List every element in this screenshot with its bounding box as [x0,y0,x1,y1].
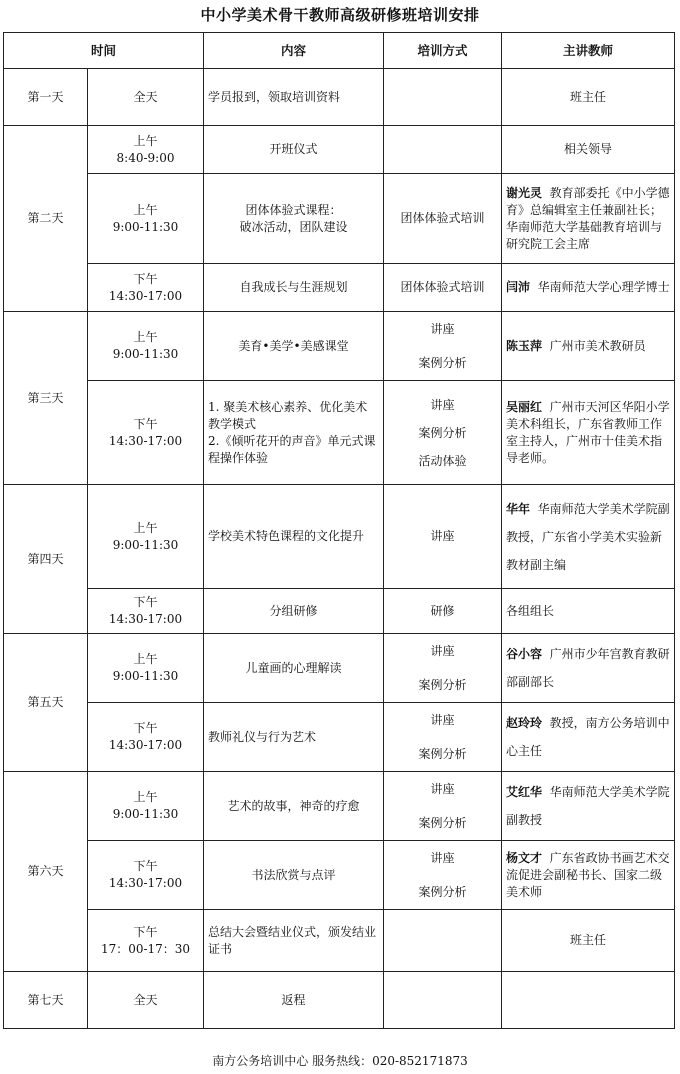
time-line: 17：00-17：30 [100,941,191,956]
session-method [384,841,502,910]
session-teacher [502,312,675,381]
table-row [4,841,675,910]
session-time [88,312,204,381]
content-line: 开班仪式 [269,142,318,156]
day-label: 第七天 [4,972,88,1029]
time-line: 14:30-17:00 [108,288,183,303]
session-method [384,264,502,312]
day-label: 第一天 [4,69,88,126]
session-teacher [502,264,675,312]
method-line: 案例分析 [418,425,467,440]
session-method [384,69,502,126]
table-row [4,126,675,174]
session-teacher [502,841,675,910]
session-content [204,485,384,589]
session-teacher [502,69,675,126]
content-line: 分组研修 [269,603,318,618]
session-time [88,972,204,1029]
teacher-info: 华南师范大学心理学博士 [537,280,670,294]
time-line: 8:40-9:00 [116,150,175,165]
time-line: 9:00-11:30 [112,537,179,552]
session-teacher [502,772,675,841]
content-line: 返程 [281,992,306,1007]
content-line: 艺术的故事，神奇的疗愈 [227,798,360,813]
session-time [88,703,204,772]
teacher-name: 华年 [506,501,531,516]
page-title: 中小学美术骨干教师高级研修班培训安排 [200,6,480,24]
method-line: 讲座 [430,643,455,658]
method-line: 讲座 [430,321,455,336]
session-method [384,485,502,589]
session-method [384,972,502,1029]
method-line: 讲座 [430,529,455,543]
table-row [4,312,675,381]
teacher-info: 广东省政协书画艺术交流促进会副秘书长、国家二级美术师 [506,850,670,899]
teacher-info: 班主任 [570,89,607,104]
time-line: 下午 [133,416,158,431]
time-line: 上午 [133,652,158,666]
time-line: 下午 [133,859,158,873]
teacher-name: 闫沛 [506,280,531,294]
session-time [88,589,204,634]
table-row [4,972,675,1029]
teacher-name: 杨文才 [506,850,543,865]
method-line: 团体体验式培训 [400,280,485,294]
teacher-info: 华南师范大学美术学院副教授 [506,785,670,827]
session-method [384,703,502,772]
method-line: 案例分析 [418,677,467,692]
time-line: 14:30-17:00 [108,612,183,626]
day-label: 第三天 [4,312,88,485]
schedule-table [3,32,675,1029]
session-content [204,972,384,1029]
session-content [204,772,384,841]
method-line: 讲座 [430,397,455,412]
table-row [4,634,675,703]
method-line: 讲座 [430,712,455,727]
session-time [88,485,204,589]
session-teacher [502,703,675,772]
session-teacher [502,589,675,634]
session-time [88,69,204,126]
teacher-name: 吴丽红 [506,399,543,414]
method-line: 讲座 [430,850,455,865]
table-row [4,69,675,126]
method-line: 案例分析 [418,355,467,370]
content-line: 破冰活动，团队建设 [239,219,348,234]
time-line: 上午 [133,202,158,217]
session-content [204,174,384,264]
table-row [4,485,675,589]
session-time [88,841,204,910]
header-time: 时间 [4,33,204,69]
header-teacher: 主讲教师 [502,33,675,69]
session-teacher [502,485,675,589]
session-method [384,174,502,264]
time-line: 上午 [133,520,158,535]
method-line: 案例分析 [418,815,467,830]
teacher-name: 谢光灵 [506,185,543,200]
teacher-info: 广州市少年宫教育教研部副部长 [506,647,670,689]
time-line: 上午 [133,133,158,148]
session-time [88,634,204,703]
session-teacher [502,972,675,1029]
content-line: 总结大会暨结业仪式，颁发结业证书 [208,924,377,956]
session-content [204,589,384,634]
content-line: 美育•美学•美感课堂 [238,338,349,353]
content-line: 儿童画的心理解读 [245,660,342,675]
time-line: 下午 [133,271,158,286]
session-teacher [502,634,675,703]
time-line: 14:30-17:00 [108,876,183,890]
table-row [4,381,675,485]
time-line: 下午 [133,595,158,609]
time-line: 上午 [133,330,158,344]
teacher-name: 艾红华 [506,785,543,799]
session-time [88,126,204,174]
session-method [384,381,502,485]
time-line: 全天 [133,89,158,104]
content-line: 1. 聚美术核心素养、优化美术教学模式 [208,399,368,431]
time-line: 下午 [133,721,158,735]
session-time [88,772,204,841]
table-row [4,589,675,634]
content-line: 书法欣赏与点评 [251,867,336,882]
teacher-info: 教授，南方公务培训中心主任 [506,716,670,758]
session-method [384,126,502,174]
method-line: 活动体验 [418,453,467,468]
table-row [4,910,675,972]
content-line: 教师礼仪与行为艺术 [208,729,317,744]
time-line: 9:00-11:30 [112,807,179,821]
time-line: 下午 [133,924,158,939]
session-teacher [502,381,675,485]
method-line: 讲座 [430,781,455,796]
session-teacher [502,910,675,972]
header-content: 内容 [204,33,384,69]
teacher-name: 谷小容 [506,647,543,661]
footer-contact: 南方公务培训中心 服务热线：020-852171873 [212,1054,468,1068]
session-content [204,634,384,703]
teacher-info: 各组组长 [506,603,555,618]
session-time [88,381,204,485]
day-label: 第五天 [4,634,88,772]
session-method [384,589,502,634]
day-label: 第六天 [4,772,88,972]
session-method [384,312,502,381]
session-method [384,772,502,841]
table-row [4,772,675,841]
table-row [4,703,675,772]
time-line: 9:00-11:30 [112,669,179,683]
time-line: 9:00-11:30 [112,347,179,361]
session-method [384,634,502,703]
time-line: 14:30-17:00 [108,433,183,448]
session-content [204,841,384,910]
teacher-info: 广州市天河区华阳小学美术科组长，广东省教师工作室主持人，广州市十佳美术指导老师。 [506,399,670,465]
teacher-info: 广州市美术教研员 [549,338,646,353]
teacher-info: 华南师范大学美术学院副教授，广东省小学美术实验新教材副主编 [506,501,670,572]
session-time [88,264,204,312]
teacher-info: 教育部委托《中小学德育》总编辑室主任兼副社长；华南师范大学基础教育培训与研究院工会主席 [506,185,670,251]
session-content [204,381,384,485]
session-content [204,126,384,174]
teacher-name: 陈玉萍 [506,338,543,353]
header-row [4,33,675,69]
method-line: 团体体验式培训 [400,211,485,225]
content-line: 自我成长与生涯规划 [239,280,348,294]
method-line: 案例分析 [418,746,467,761]
session-content [204,264,384,312]
content-line: 团体体验式课程： [245,202,342,217]
session-time [88,174,204,264]
day-label: 第二天 [4,126,88,312]
session-content [204,69,384,126]
session-content [204,703,384,772]
session-teacher [502,174,675,264]
content-line: 学校美术特色课程的文化提升 [208,529,365,543]
time-line: 上午 [133,790,158,804]
method-line: 研修 [430,603,455,618]
teacher-name: 赵玲玲 [506,716,543,730]
session-time [88,910,204,972]
header-method: 培训方式 [384,33,502,69]
session-content [204,312,384,381]
session-method [384,910,502,972]
day-label: 第四天 [4,485,88,634]
time-line: 14:30-17:00 [108,738,183,752]
session-teacher [502,126,675,174]
content-line: 学员报到，领取培训资料 [208,89,341,104]
session-content [204,910,384,972]
table-row [4,264,675,312]
content-line: 2.《倾听花开的声音》单元式课程操作体验 [208,433,376,465]
teacher-info: 班主任 [570,933,607,947]
table-row [4,174,675,264]
time-line: 全天 [133,992,158,1007]
time-line: 9:00-11:30 [112,219,179,234]
method-line: 案例分析 [418,884,467,899]
teacher-info: 相关领导 [564,142,613,156]
